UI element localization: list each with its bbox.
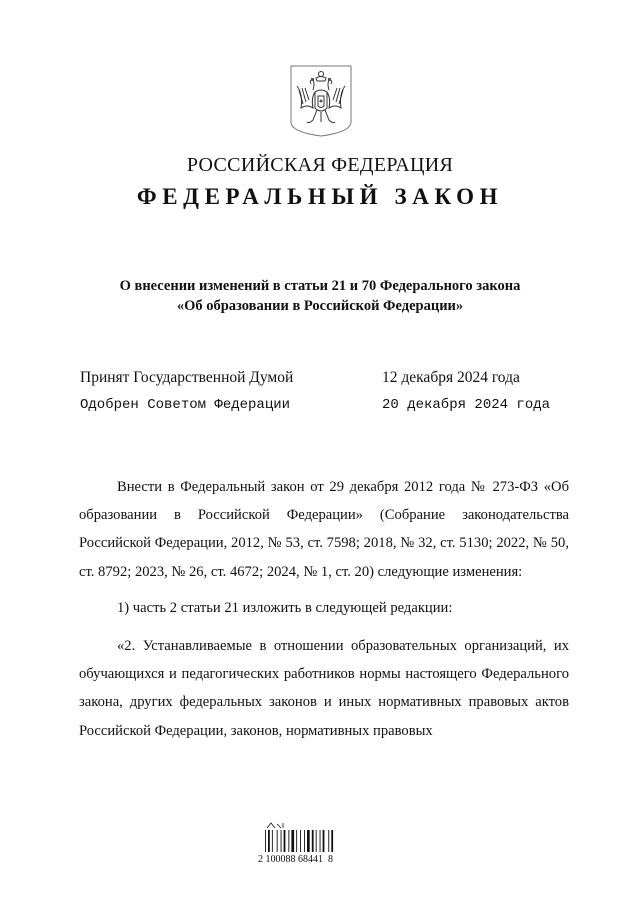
- law-title-line: О внесении изменений в статьи 21 и 70 Федерального закона: [119, 278, 521, 294]
- law-title-line: «Об образовании в Российской Федерации»: [176, 298, 464, 314]
- council-date: 20 декабря 2024 года: [382, 397, 551, 413]
- country-heading: РОССИЙСКАЯ ФЕДЕРАЦИЯ: [186, 154, 454, 176]
- body-paragraph-intro: Внести в Федеральный закон от 29 декабря 2012 года № 273-ФЗ «Об образовании в Российской Федерации» (Собрание законодательства Российской Федерации, 2012, № 53, ст. 7598; 2018, № 32, ст. 5130; 2022, № 50, ст. 8792; 2023, № 26, ст. 4672; 2024, № 1, ст. 20) следующие изменения:: [79, 479, 569, 580]
- duma-date: 12 декабря 2024 года: [382, 369, 520, 386]
- barcode-icon: [263, 822, 337, 852]
- law-body: [79, 473, 569, 745]
- body-paragraph-item1: 1) часть 2 статьи 21 изложить в следующей редакции:: [117, 599, 453, 616]
- duma-label: Принят Государственной Думой: [80, 369, 294, 386]
- body-paragraph-quote: «2. Устанавливаемые в отношении образовательных организаций, их обучающихся и педагогических работников нормы настоящего Федерального закона, других федеральных законов и иных нормативных правовых актов Российской Федерации, законов, нормативных правовых: [79, 638, 569, 739]
- barcode-number: 2 100088 68441 8: [258, 854, 333, 865]
- law-title: [40, 276, 600, 316]
- council-label: Одобрен Советом Федерации: [80, 397, 291, 413]
- law-type-heading: ФЕДЕРАЛЬНЫЙ ЗАКОН: [136, 184, 504, 209]
- coat-of-arms-icon: [289, 64, 353, 137]
